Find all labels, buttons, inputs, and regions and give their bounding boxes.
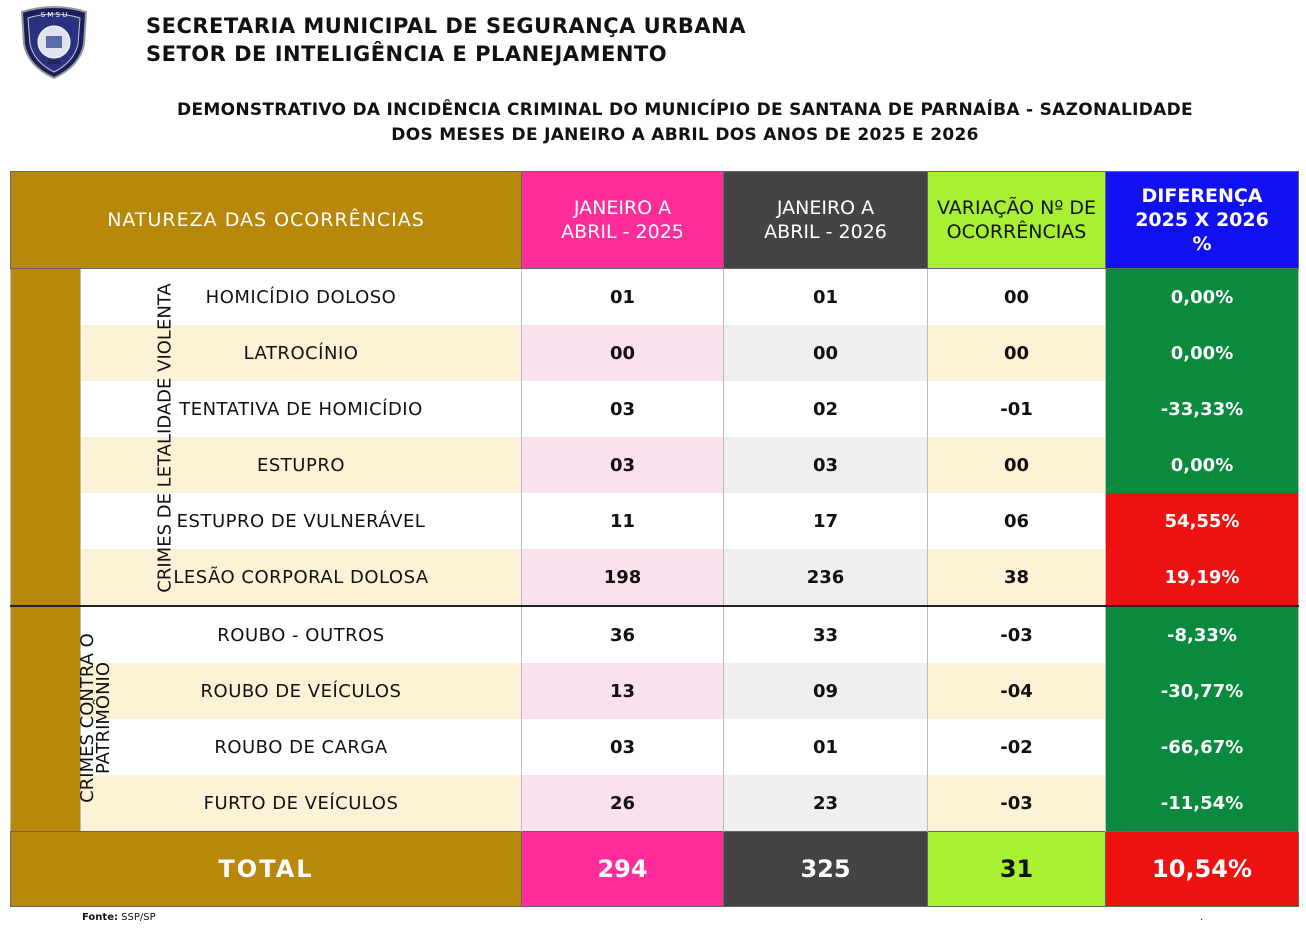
value-2025: 13: [522, 663, 724, 719]
value-2025: 01: [522, 269, 724, 326]
row-name: HOMICÍDIO DOLOSO: [81, 269, 522, 326]
value-2026: 01: [724, 719, 928, 775]
value-difference: 19,19%: [1106, 549, 1299, 606]
row-name: ESTUPRO DE VULNERÁVEL: [81, 493, 522, 549]
header-title: [146, 12, 746, 68]
crime-incidence-table: [10, 171, 1299, 907]
header-line-2: SETOR DE INTELIGÊNCIA E PLANEJAMENTO: [146, 42, 668, 66]
value-2026: 09: [724, 663, 928, 719]
svg-text:S M S U: S M S U: [40, 11, 68, 19]
value-2026: 02: [724, 381, 928, 437]
table-row: [11, 775, 1299, 832]
row-name: TENTATIVA DE HOMICÍDIO: [81, 381, 522, 437]
value-variation: -04: [928, 663, 1106, 719]
col-header-nature: NATUREZA DAS OCORRÊNCIAS: [11, 172, 522, 269]
value-2025: 03: [522, 719, 724, 775]
value-variation: -03: [928, 606, 1106, 663]
value-variation: -03: [928, 775, 1106, 832]
table-row: [11, 663, 1299, 719]
row-name: ROUBO - OUTROS: [81, 606, 522, 663]
total-label: TOTAL: [11, 832, 522, 907]
row-name: ROUBO DE CARGA: [81, 719, 522, 775]
value-2025: 11: [522, 493, 724, 549]
value-difference: 54,55%: [1106, 493, 1299, 549]
row-name: ROUBO DE VEÍCULOS: [81, 663, 522, 719]
value-2025: 36: [522, 606, 724, 663]
value-2025: 26: [522, 775, 724, 832]
value-difference: -66,67%: [1106, 719, 1299, 775]
value-variation: 06: [928, 493, 1106, 549]
value-2026: 236: [724, 549, 928, 606]
subtitle-line-1: DEMONSTRATIVO DA INCIDÊNCIA CRIMINAL DO MUNICÍPIO DE SANTANA DE PARNAÍBA - SAZONALIDADE: [177, 100, 1193, 120]
value-2026: 17: [724, 493, 928, 549]
col-header-2026: JANEIRO A ABRIL - 2026: [724, 172, 928, 269]
row-name: LATROCÍNIO: [81, 325, 522, 381]
table-row: [11, 269, 1299, 326]
value-2025: 198: [522, 549, 724, 606]
value-2025: 03: [522, 437, 724, 493]
total-row: [11, 832, 1299, 907]
value-variation: 00: [928, 325, 1106, 381]
value-2026: 33: [724, 606, 928, 663]
header-line-1: SECRETARIA MUNICIPAL DE SEGURANÇA URBANA: [146, 14, 746, 38]
total-difference: 10,54%: [1106, 832, 1299, 907]
table-row: [11, 493, 1299, 549]
footer-mark: .: [1200, 912, 1204, 923]
value-variation: -01: [928, 381, 1106, 437]
table-row: [11, 549, 1299, 606]
value-2026: 03: [724, 437, 928, 493]
source-note: Fonte: SSP/SP: [82, 912, 156, 923]
total-2025: 294: [522, 832, 724, 907]
subtitle-line-2: DOS MESES DE JANEIRO A ABRIL DOS ANOS DE 2025 E 2026: [391, 125, 979, 145]
table-row: [11, 325, 1299, 381]
col-header-difference: DIFERENÇA 2025 X 2026 %: [1106, 172, 1299, 269]
value-difference: -33,33%: [1106, 381, 1299, 437]
value-variation: 00: [928, 437, 1106, 493]
report-subtitle: [90, 98, 1280, 148]
value-variation: 38: [928, 549, 1106, 606]
table-row: [11, 437, 1299, 493]
total-variation: 31: [928, 832, 1106, 907]
value-difference: -30,77%: [1106, 663, 1299, 719]
col-header-variation: VARIAÇÃO Nº DE OCORRÊNCIAS: [928, 172, 1106, 269]
total-2026: 325: [724, 832, 928, 907]
value-variation: 00: [928, 269, 1106, 326]
value-difference: 0,00%: [1106, 269, 1299, 326]
value-difference: -8,33%: [1106, 606, 1299, 663]
value-difference: 0,00%: [1106, 437, 1299, 493]
value-2026: 01: [724, 269, 928, 326]
group-patrimony: CRIMES CONTRA O PATRIMÔNIO: [11, 606, 81, 832]
header-row: [11, 172, 1299, 269]
smsu-shield-logo: [18, 4, 90, 80]
value-2026: 00: [724, 325, 928, 381]
col-header-2025: JANEIRO A ABRIL - 2025: [522, 172, 724, 269]
value-2026: 23: [724, 775, 928, 832]
value-variation: -02: [928, 719, 1106, 775]
row-name: ESTUPRO: [81, 437, 522, 493]
value-2025: 00: [522, 325, 724, 381]
svg-text:2009: 2009: [47, 60, 61, 66]
table-row: [11, 381, 1299, 437]
value-difference: -11,54%: [1106, 775, 1299, 832]
group-lethal-violence: CRIMES DE LETALIDADE VIOLENTA: [11, 269, 81, 607]
table-row: [11, 606, 1299, 663]
row-name: FURTO DE VEÍCULOS: [81, 775, 522, 832]
row-name: LESÃO CORPORAL DOLOSA: [81, 549, 522, 606]
value-difference: 0,00%: [1106, 325, 1299, 381]
value-2025: 03: [522, 381, 724, 437]
table-row: [11, 719, 1299, 775]
